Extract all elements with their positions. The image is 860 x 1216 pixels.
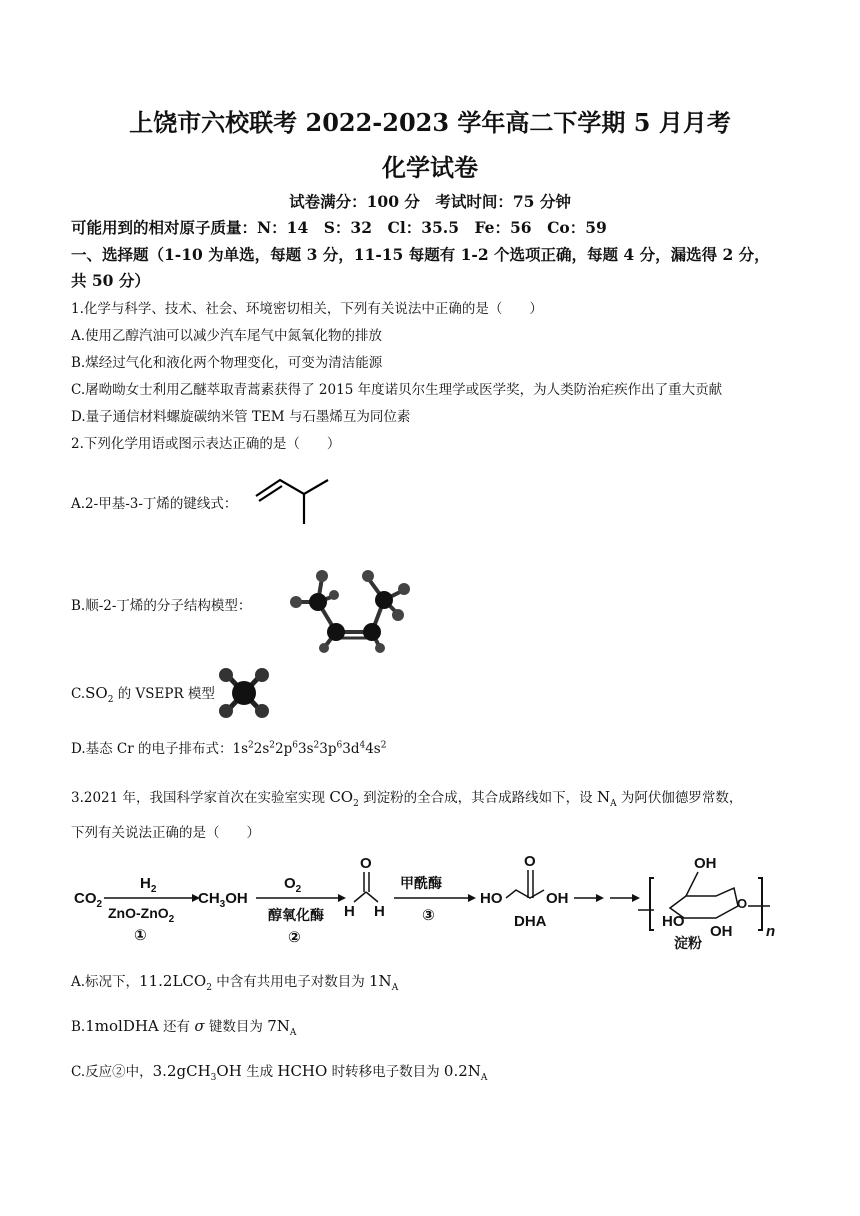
svg-text:HO: HO: [480, 890, 503, 907]
q3-stem-cont: 下列有关说法正确的是（ ）: [71, 825, 260, 841]
orbital-term: $3s^2$: [298, 740, 320, 757]
q3-stem: 3.2021 年，我国科学家首次在实验室实现 $CO_2$ 到淀粉的全合成，其合成路线如下，设 $N_A$ 为阿伏伽德罗常数，: [71, 788, 743, 809]
vsepr-model-figure: [216, 666, 272, 720]
svg-text:醇氧化酶: 醇氧化酶: [268, 907, 324, 923]
svg-text:DHA: DHA: [514, 913, 547, 930]
orbital-term: $3d^4$: [342, 740, 366, 757]
atomic-masses: 可能用到的相对原子质量：N：14 S：32 Cl：35.5 Fe：56 Co：59: [71, 218, 607, 237]
q2-option-d: D.基态 Cr 的电子排布式：$1s^22s^22p^63s^23p^63d^44s^2$: [71, 740, 387, 757]
section-heading: 一、选择题（1-10 为单选，每题 3 分，11-15 每题有 1-2 个选项正确，每题 4 分，漏选得 2 分，: [71, 245, 770, 264]
skeletal-formula-figure: [250, 468, 350, 530]
orbital-term: $4s^2$: [365, 740, 387, 757]
svg-text:淀粉: 淀粉: [674, 935, 702, 951]
cr-electron-config: [233, 741, 387, 757]
orbital-term: $2s^2$: [253, 740, 276, 757]
starch-synthesis-scheme: [70, 848, 790, 954]
q1-option-b: B.煤经过气化和液化两个物理变化，可变为清洁能源: [71, 355, 383, 371]
svg-text:O: O: [737, 896, 748, 911]
svg-text:①: ①: [134, 927, 147, 944]
svg-text:O: O: [360, 855, 372, 872]
svg-text:③: ③: [422, 907, 435, 924]
q3-option-a: A.标况下，$11.2LCO_2$ 中含有共用电子对数目为 $1N_A$: [71, 972, 399, 993]
q1-option-d: D.量子通信材料螺旋碳纳米管 TEM 与石墨烯互为同位素: [71, 409, 411, 425]
q3-option-b: B.1molDHA 还有 σ 键数目为 $7N_A$: [71, 1017, 297, 1038]
orbital-term: $3p^6$: [319, 740, 343, 757]
svg-text:n: n: [766, 923, 776, 940]
svg-text:②: ②: [288, 929, 301, 946]
svg-text:HO: HO: [662, 913, 685, 930]
q2-option-b: B.顺-2-丁烯的分子结构模型：: [71, 598, 252, 614]
q1-option-c: C.屠呦呦女士利用乙醚萃取青蒿素获得了 2015 年度诺贝尔生理学或医学奖，为人类防治疟疾作出了重大贡献: [71, 382, 723, 398]
svg-text:H: H: [374, 903, 385, 920]
q2-option-a: A.2-甲基-3-丁烯的键线式：: [71, 496, 238, 512]
exam-meta: 试卷满分：100 分 考试时间：75 分钟: [289, 192, 571, 211]
q3-option-c: C.反应②中，3.2gCH$_3$OH 生成 HCHO 时转移电子数目为 $0.2N_A$: [71, 1062, 488, 1083]
svg-text:OH: OH: [710, 923, 733, 940]
svg-text:ZnO-ZnO2: ZnO-ZnO$_2$: [108, 905, 175, 925]
orbital-term: $1s^2$: [232, 740, 254, 757]
svg-text:H2: $H_2$: [140, 875, 157, 895]
svg-text:H: H: [344, 903, 355, 920]
exam-title: 上饶市六校联考 2022-2023 学年高二下学期 5 月月考: [129, 108, 731, 137]
svg-text:甲酰酶: 甲酰酶: [400, 875, 442, 891]
exam-subject: 化学试卷: [382, 153, 478, 182]
q1-option-a: A.使用乙醇汽油可以减少汽车尾气中氮氧化物的排放: [71, 328, 383, 344]
svg-text:O: O: [524, 853, 536, 870]
svg-text:OH: OH: [546, 890, 569, 907]
q2-stem: 2.下列化学用语或图示表达正确的是（ ）: [71, 436, 341, 452]
orbital-term: $2p^6$: [275, 740, 298, 757]
svg-text:CH3OH: $CH_3OH$: [198, 890, 248, 910]
ball-stick-model-figure: [276, 562, 416, 654]
q1-stem: 1.化学与科学、技术、社会、环境密切相关，下列有关说法中正确的是（ ）: [71, 301, 543, 317]
so2-formula: $SO_2$: [85, 684, 114, 705]
svg-text:OH: OH: [694, 855, 717, 872]
section-heading-cont: 共 50 分）: [71, 271, 150, 290]
q2-option-c: $C.SO_2$ 的 VSEPR 模型: [71, 684, 215, 705]
svg-text:CO2: $CO_2$: [74, 890, 103, 910]
svg-text:O2: $O_2$: [284, 875, 302, 895]
